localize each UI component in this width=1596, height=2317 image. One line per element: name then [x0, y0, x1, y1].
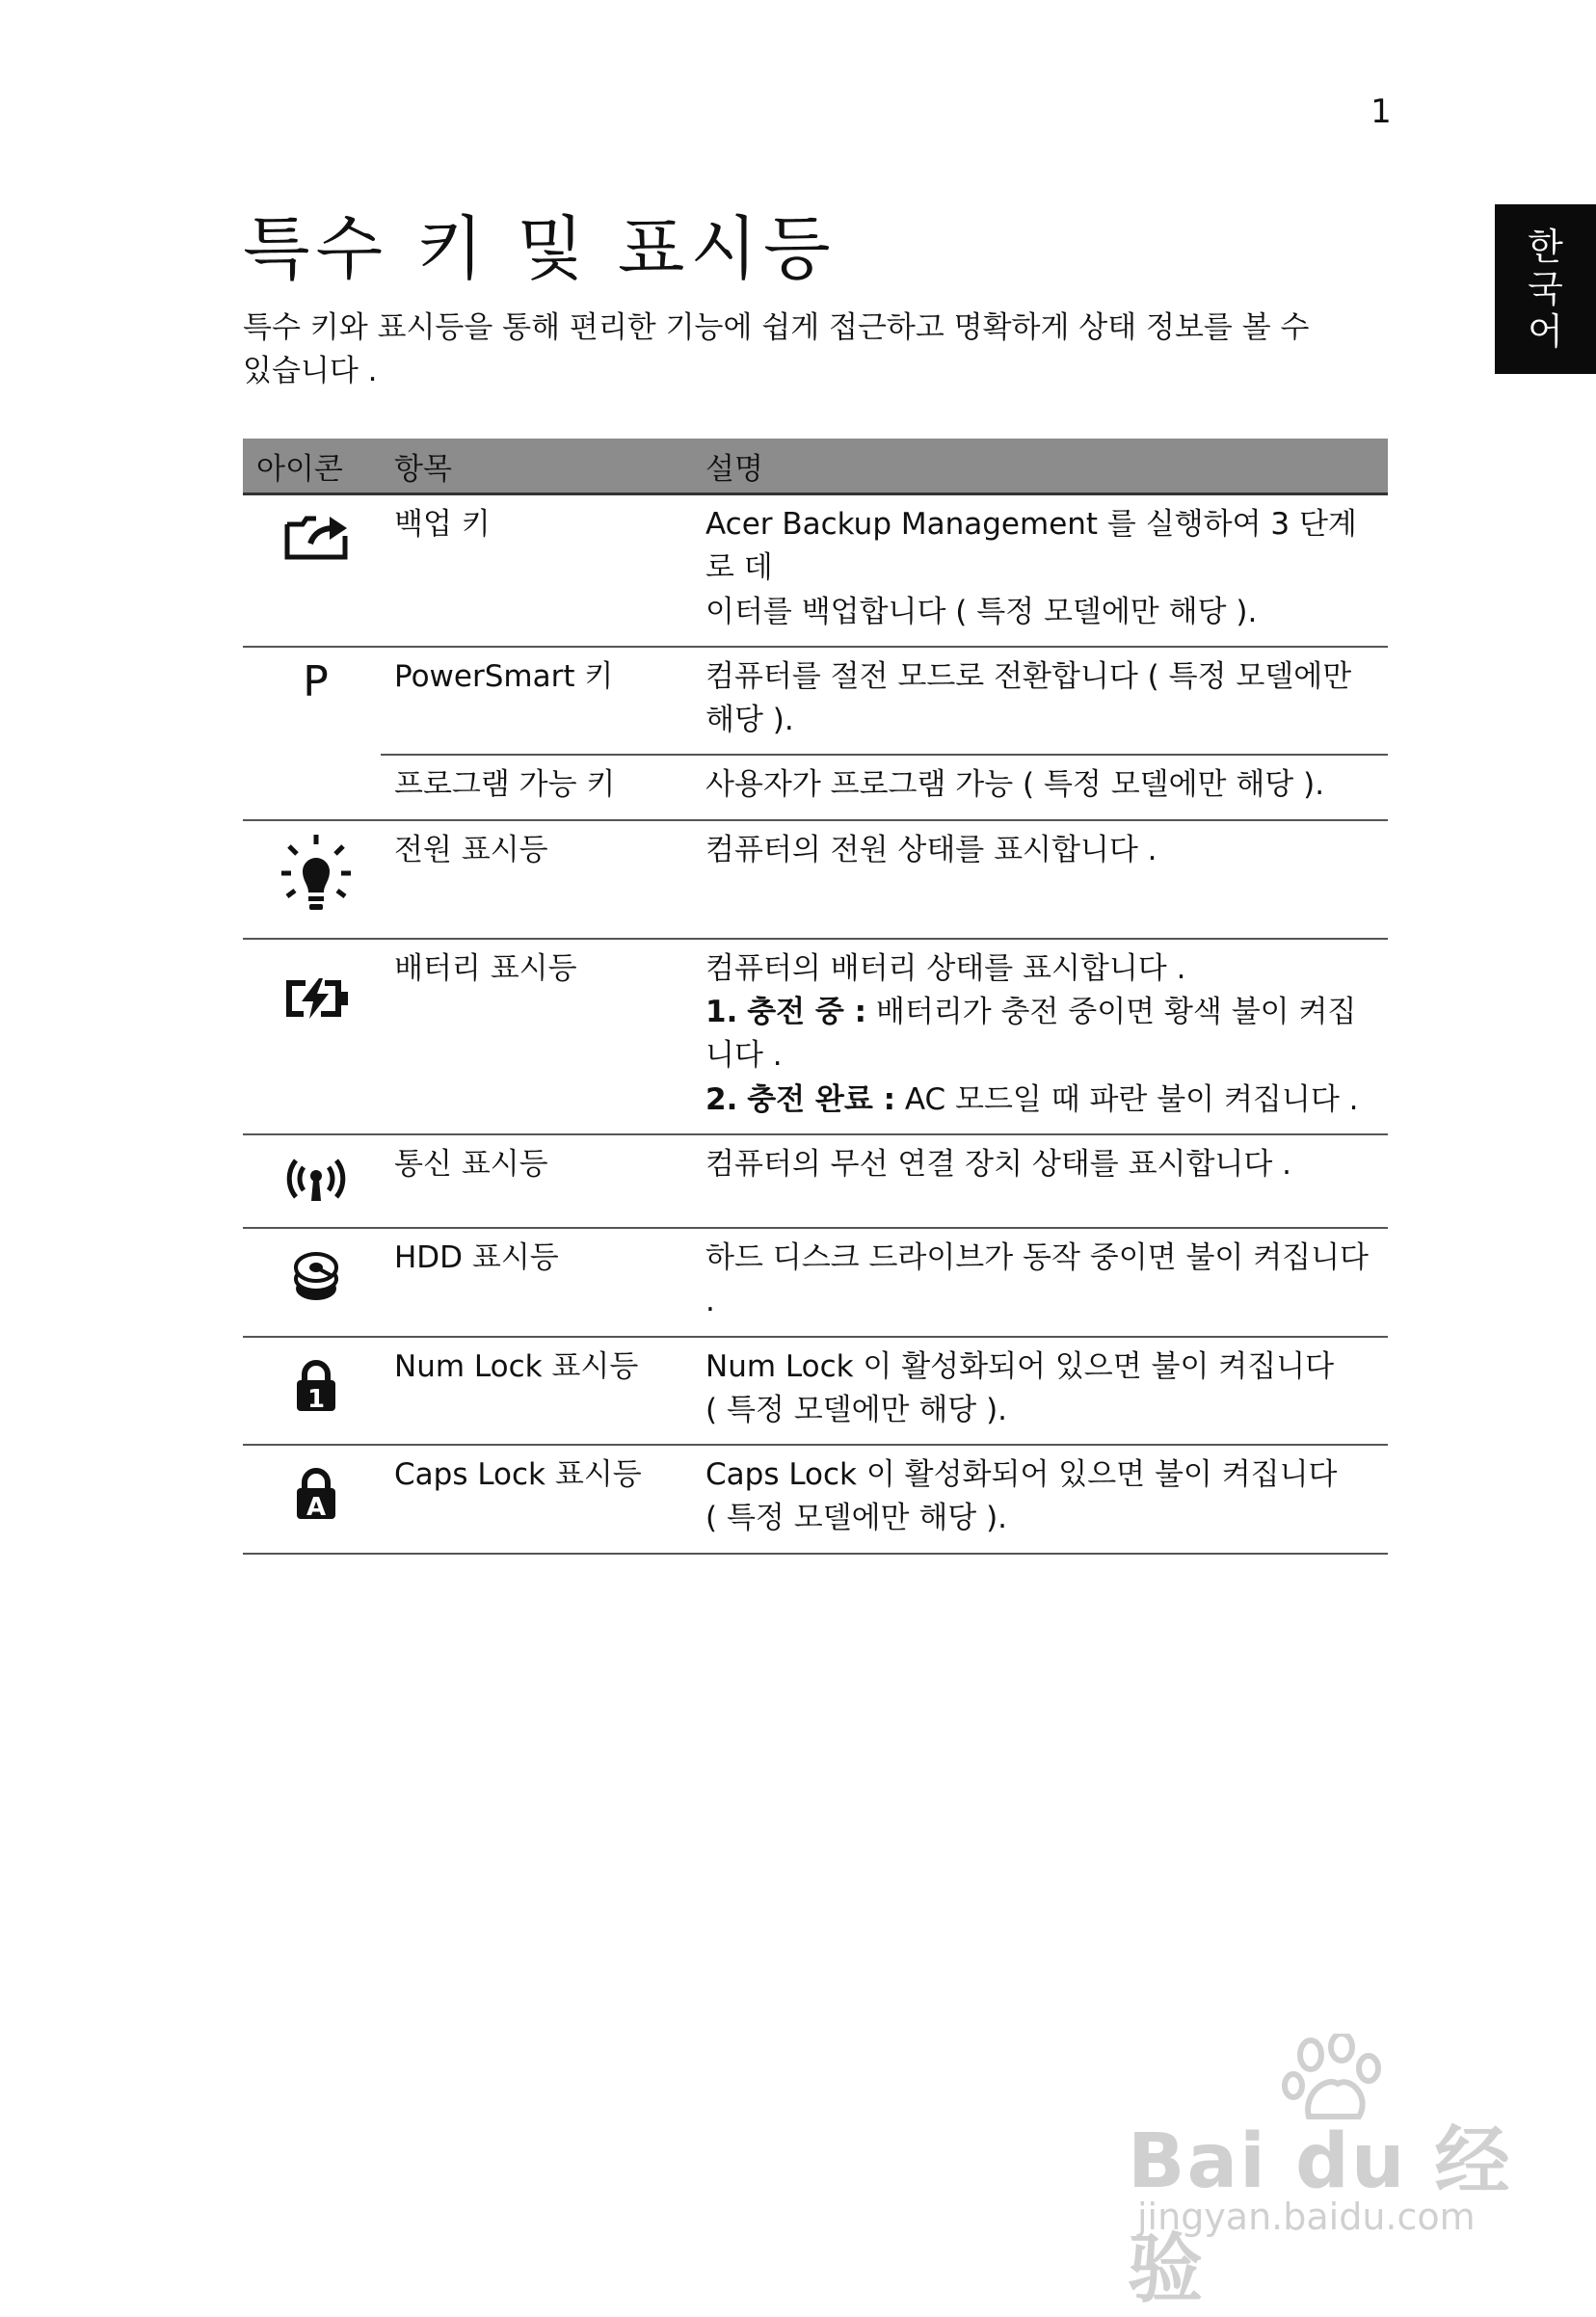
page-title: 특수 키 및 표시등: [243, 208, 837, 289]
description-line: 컴퓨터의 배터리 상태를 표시합니다 .: [705, 950, 1186, 986]
description-cell: [692, 1445, 1388, 1554]
description-line: 이터를 백업합니다 ( 특정 모델에만 해당 ).: [705, 594, 1258, 629]
icon-cell: [243, 1337, 381, 1446]
caps-lock-glyph: A: [306, 1493, 326, 1521]
icon-cell: [243, 494, 381, 647]
description-cell: 사용자가 프로그램 가능 ( 특정 모델에만 해당 ).: [692, 755, 1388, 819]
status-number: 1.: [705, 995, 738, 1029]
description-cell: [692, 939, 1388, 1134]
table-row: [243, 647, 1388, 756]
item-cell: Num Lock 표시등: [381, 1337, 692, 1446]
language-tab-char: 한: [1528, 225, 1563, 268]
power-bulb-icon: [279, 833, 353, 914]
description-cell: [692, 494, 1388, 647]
table-row: [243, 494, 1388, 647]
status-item: [705, 1082, 1358, 1117]
description-cell: 하드 디스크 드라이브가 동작 중이면 불이 켜집니다 .: [692, 1228, 1388, 1337]
description-cell: 컴퓨터의 전원 상태를 표시합니다 .: [692, 820, 1388, 939]
powersmart-icon: P: [303, 656, 329, 706]
description-line: Acer Backup Management 를 실행하여 3 단계로 데: [705, 507, 1357, 586]
intro-paragraph: [243, 306, 1380, 394]
item-cell: 전원 표시등: [381, 820, 692, 939]
baidu-watermark: [1118, 2024, 1523, 2313]
description-line: ( 특정 모델에만 해당 ).: [705, 1501, 1008, 1536]
item-cell: 프로그램 가능 키: [381, 755, 692, 819]
status-text: AC 모드일 때 파란 불이 켜집니다 .: [894, 1081, 1359, 1117]
table-header-row: [243, 439, 1388, 494]
description-cell: [692, 647, 1388, 756]
description-line: 컴퓨터를 절전 모드로 전환합니다 ( 특정 모델에만: [705, 658, 1352, 694]
table-row: [243, 1134, 1388, 1228]
header-item: 항목: [381, 439, 692, 494]
icon-cell: [243, 1228, 381, 1337]
language-tab-char: 어: [1528, 310, 1563, 354]
icon-cell: [243, 820, 381, 939]
description-line: ( 특정 모델에만 해당 ).: [705, 1392, 1008, 1427]
battery-icon: [282, 978, 350, 1019]
table-row: [243, 820, 1388, 939]
status-text-cont: 니다 .: [705, 1038, 783, 1074]
item-cell: HDD 표시등: [381, 1228, 692, 1337]
status-label: 충전 중 :: [747, 995, 867, 1029]
table-row: [243, 1337, 1388, 1446]
language-tab: [1495, 204, 1596, 374]
status-item: [705, 995, 1356, 1029]
header-description: 설명: [692, 439, 1388, 494]
caps-lock-icon: [294, 1467, 338, 1521]
table-row: [243, 939, 1388, 1134]
description-line: Num Lock 이 활성화되어 있으면 불이 켜집니다: [705, 1348, 1335, 1384]
paw-icon: [1282, 2034, 1388, 2134]
watermark-sub-text: jingyan.baidu.com: [1137, 2196, 1476, 2238]
icon-cell: [243, 1134, 381, 1228]
item-cell: 백업 키: [381, 494, 692, 647]
description-line: Caps Lock 이 활성화되어 있으면 불이 켜집니다: [705, 1457, 1338, 1492]
backup-icon: [281, 507, 351, 563]
page-number: 1: [1370, 93, 1392, 131]
hdd-icon: [292, 1250, 340, 1304]
num-lock-icon: [294, 1359, 338, 1413]
item-cell: PowerSmart 키: [381, 647, 692, 756]
item-cell: 통신 표시등: [381, 1134, 692, 1228]
table-row: [243, 1445, 1388, 1554]
icon-cell: [243, 939, 381, 1134]
description-cell: [692, 1337, 1388, 1446]
intro-line: 있습니다 .: [243, 354, 378, 389]
wireless-icon: [284, 1155, 348, 1203]
table-row: [243, 755, 1388, 819]
item-cell: Caps Lock 표시등: [381, 1445, 692, 1554]
keys-indicators-table: [243, 439, 1388, 1555]
header-icon: 아이콘: [243, 439, 381, 494]
icon-cell: [243, 647, 381, 820]
language-tab-char: 국: [1528, 267, 1563, 310]
status-text: 배터리가 충전 중이면 황색 불이 켜집: [866, 995, 1357, 1029]
num-lock-glyph: 1: [306, 1384, 325, 1413]
item-cell: 배터리 표시등: [381, 939, 692, 1134]
icon-cell: [243, 1445, 381, 1554]
intro-line: 특수 키와 표시등을 통해 편리한 기능에 쉽게 접근하고 명확하게 상태 정보를 볼 수: [243, 310, 1310, 345]
watermark-main-text: Bai du 经验: [1128, 2118, 1512, 2313]
table-row: [243, 1228, 1388, 1337]
description-line: 해당 ).: [705, 703, 794, 737]
status-label: 충전 완료 :: [747, 1081, 895, 1117]
status-number: 2.: [705, 1081, 738, 1117]
description-cell: 컴퓨터의 무선 연결 장치 상태를 표시합니다 .: [692, 1134, 1388, 1228]
